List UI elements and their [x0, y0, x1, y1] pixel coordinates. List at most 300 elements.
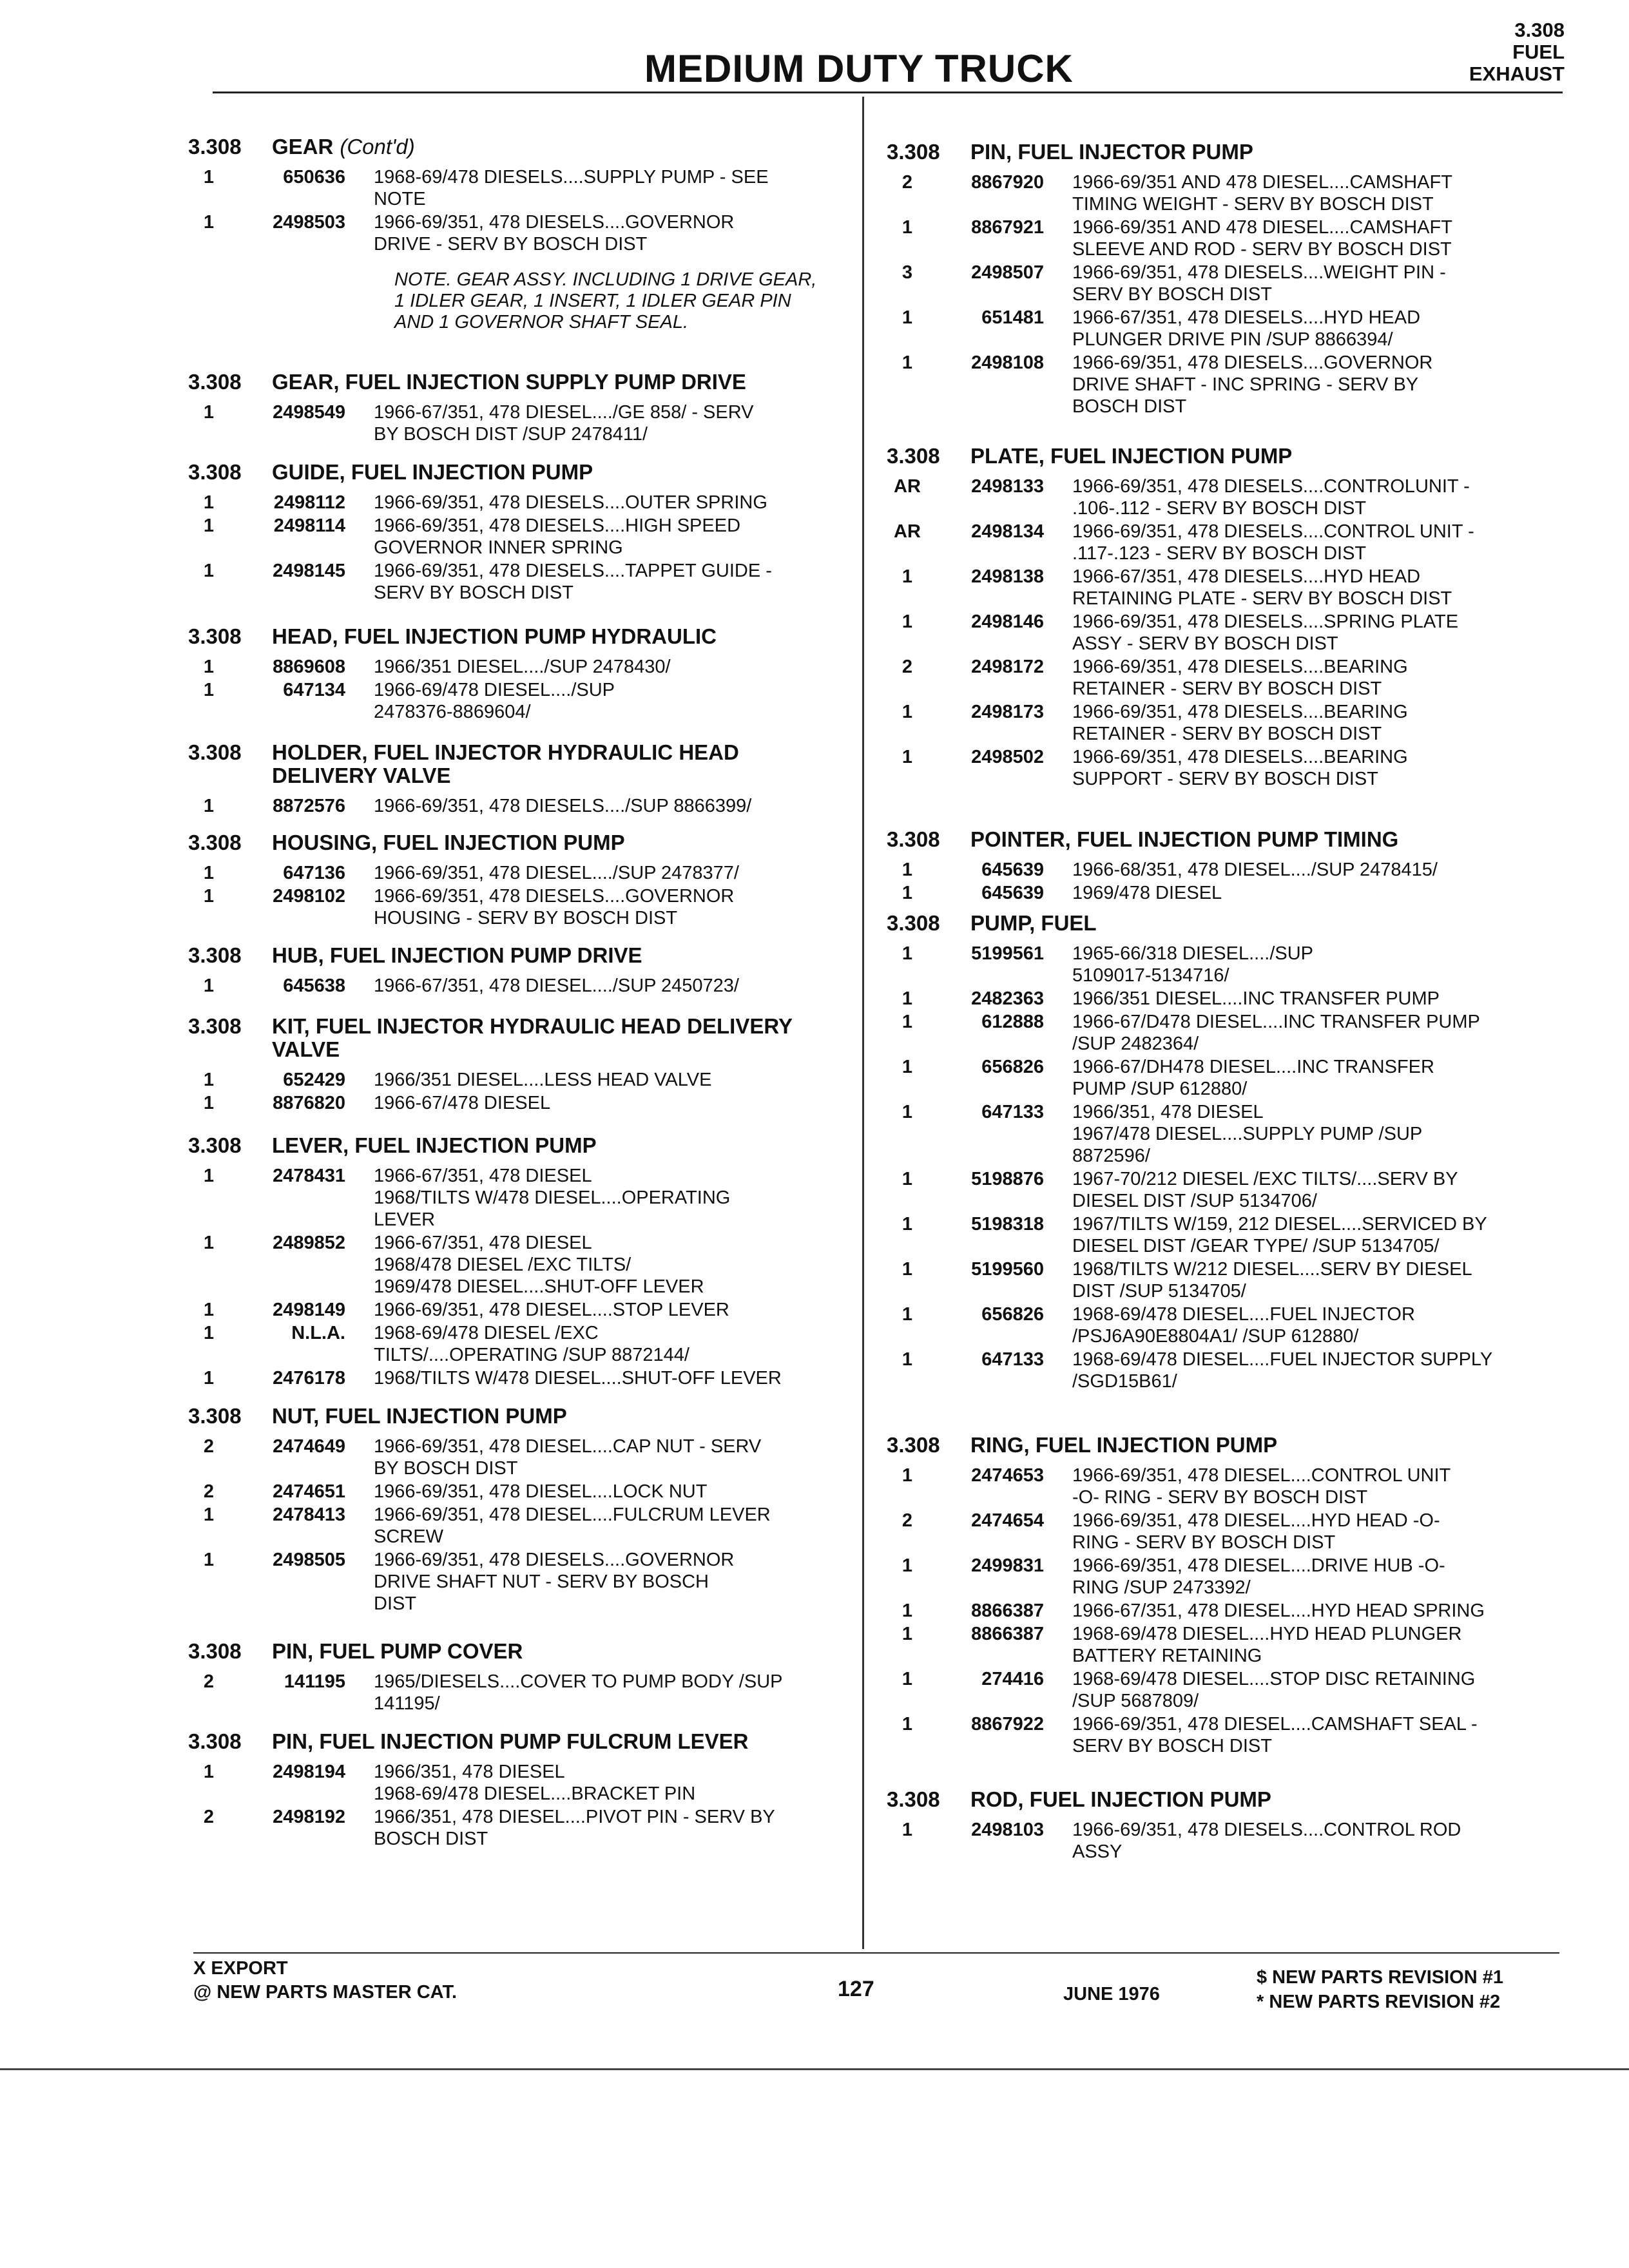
part-quantity: 1 [203, 863, 215, 883]
section [188, 741, 858, 818]
part-number: 5199561 [971, 943, 1044, 964]
part-quantity: 1 [203, 796, 215, 816]
part-number: 2499831 [971, 1555, 1044, 1576]
section-name [272, 1134, 858, 1157]
section-name-text: GUIDE, FUEL INJECTION PUMP [272, 460, 593, 484]
column-divider [862, 97, 864, 1949]
section-name [272, 1405, 858, 1428]
part-quantity: 1 [901, 702, 913, 722]
parts-list [188, 862, 858, 929]
section-name [272, 135, 858, 159]
part-quantity: 1 [901, 860, 913, 880]
part-quantity: 1 [901, 1012, 913, 1032]
part-row [188, 1299, 858, 1321]
part-number: 2474653 [971, 1465, 1044, 1486]
section-name [970, 1788, 1563, 1811]
part-description: 1966/351, 478 DIESEL 1968-69/478 DIESEL....BRACKET PIN [374, 1762, 696, 1804]
part-quantity: 1 [203, 1504, 215, 1525]
part-description: 1966/351 DIESEL....LESS HEAD VALVE [374, 1070, 712, 1090]
part-number: 651481 [981, 307, 1044, 328]
part-quantity: 1 [901, 566, 913, 587]
part-row [188, 560, 858, 604]
section [188, 461, 858, 605]
footer-rule [193, 1952, 1559, 1954]
part-row [887, 307, 1563, 351]
section-code-fuel: FUEL [1512, 41, 1565, 63]
part-row [887, 521, 1563, 564]
part-description: 1968-69/478 DIESEL....STOP DISC RETAINING /SUP 5687809/ [1072, 1669, 1476, 1711]
parts-list [887, 1819, 1563, 1863]
section-number: 3.308 [887, 1433, 940, 1457]
section-name-text: POINTER, FUEL INJECTION PUMP TIMING [970, 827, 1399, 851]
section-name [272, 944, 858, 967]
part-number: 8867921 [971, 217, 1044, 238]
section-heading [887, 1788, 1563, 1811]
part-description: 1966-69/351, 478 DIESEL....CAP NUT - SERV BY BOSCH DIST [374, 1436, 762, 1479]
part-quantity: 1 [901, 1465, 913, 1486]
footer-master-cat: @ NEW PARTS MASTER CAT. [193, 1982, 458, 2003]
section-number: 3.308 [887, 140, 940, 164]
part-row [887, 1600, 1563, 1622]
part-description: 1966-69/351, 478 DIESELS..../SUP 8866399/ [374, 796, 752, 816]
scan-edge-line [0, 2068, 1629, 2070]
section-name-text: PLATE, FUEL INJECTION PUMP [970, 444, 1293, 468]
section-name-text: PUMP, FUEL [970, 911, 1097, 935]
part-number: 5198318 [971, 1214, 1044, 1235]
part-quantity: 1 [203, 1550, 215, 1570]
part-row [188, 1761, 858, 1805]
part-description: 1966-69/351, 478 DIESELS....CONTROL UNIT - .117-.123 - SERV BY BOSCH DIST [1072, 521, 1474, 564]
part-row [887, 656, 1563, 700]
part-number: 8872576 [273, 796, 345, 816]
footer-revision-2: * NEW PARTS REVISION #2 [1257, 1992, 1501, 2012]
part-quantity: 1 [203, 1323, 215, 1343]
part-description: 1966-67/D478 DIESEL....INC TRANSFER PUMP /SUP 2482364/ [1072, 1012, 1480, 1054]
part-description: 1967/TILTS W/159, 212 DIESEL....SERVICED BY DIESEL DIST /GEAR TYPE/ /SUP 5134705/ [1072, 1214, 1487, 1256]
section-name [272, 1730, 858, 1753]
section-name-suffix: (Cont'd) [340, 135, 415, 159]
part-quantity: 1 [203, 492, 215, 513]
parts-list [887, 1465, 1563, 1757]
section-name-text: HUB, FUEL INJECTION PUMP DRIVE [272, 943, 642, 967]
part-row [887, 1168, 1563, 1212]
section-heading [188, 1405, 858, 1428]
section [188, 831, 858, 930]
section-number: 3.308 [188, 1404, 242, 1428]
section-heading [188, 1134, 858, 1157]
part-quantity: 1 [203, 680, 215, 700]
section-name [272, 1015, 858, 1061]
part-number: 2498173 [971, 702, 1044, 722]
part-quantity: 2 [901, 1510, 913, 1531]
part-description: 1966-67/351, 478 DIESELS....HYD HEAD RETAINING PLATE - SERV BY BOSCH DIST [1072, 566, 1452, 609]
part-quantity: 2 [203, 1807, 215, 1827]
parts-list [188, 1671, 858, 1715]
part-number: 2498145 [273, 561, 345, 581]
section [887, 1434, 1563, 1758]
section-name-text: PIN, FUEL INJECTION PUMP FULCRUM LEVER [272, 1729, 749, 1753]
part-number: 5199560 [971, 1259, 1044, 1280]
part-quantity: AR [894, 521, 921, 542]
part-description: 1966-67/351, 478 DIESEL..../SUP 2450723/ [374, 975, 739, 996]
part-number: 8867922 [971, 1714, 1044, 1735]
part-number: 656826 [981, 1304, 1044, 1325]
part-number: 8867920 [971, 172, 1044, 193]
parts-list [188, 492, 858, 604]
section [188, 1640, 858, 1716]
section-name [970, 1434, 1563, 1457]
part-row [188, 401, 858, 445]
part-quantity: 1 [901, 1600, 913, 1621]
section-name [272, 831, 858, 854]
part-number: 650636 [283, 167, 345, 187]
parts-list [887, 171, 1563, 418]
section-number: 3.308 [887, 1787, 940, 1811]
part-number: 652429 [283, 1070, 345, 1090]
part-quantity: 1 [901, 943, 913, 964]
section [188, 625, 858, 724]
part-quantity: 1 [901, 1169, 913, 1189]
section-number: 3.308 [887, 911, 940, 935]
section-heading [887, 140, 1563, 164]
part-row [188, 166, 858, 210]
section-name [970, 445, 1563, 468]
parts-list [887, 476, 1563, 790]
part-row [887, 1011, 1563, 1055]
part-number: 5198876 [971, 1169, 1044, 1189]
part-row [887, 1349, 1563, 1392]
part-row [887, 1623, 1563, 1667]
section-code-exhaust: EXHAUST [1469, 62, 1565, 85]
part-description: 1966/351, 478 DIESEL 1967/478 DIESEL....SUPPLY PUMP /SUP 8872596/ [1072, 1102, 1423, 1166]
part-description: 1966-69/351, 478 DIESELS....BEARING SUPPORT - SERV BY BOSCH DIST [1072, 747, 1408, 789]
part-number: 647133 [981, 1102, 1044, 1122]
section-note: NOTE. GEAR ASSY. INCLUDING 1 DRIVE GEAR, 1 IDLER GEAR, 1 INSERT, 1 IDLER GEAR PIN AND 1 GOVERNOR SHAFT SEAL. [394, 269, 817, 332]
footer-revision-1: $ NEW PARTS REVISION #1 [1257, 1967, 1503, 1988]
part-row [887, 1056, 1563, 1100]
part-number: 647136 [283, 863, 345, 883]
part-description: 1966-69/351, 478 DIESELS....OUTER SPRING [374, 492, 767, 513]
part-number: 8866387 [971, 1624, 1044, 1644]
section [887, 445, 1563, 791]
section-name-text: LEVER, FUEL INJECTION PUMP [272, 1133, 597, 1157]
part-quantity: 1 [901, 1102, 913, 1122]
part-quantity: 1 [901, 1714, 913, 1735]
part-number: 2478431 [273, 1166, 345, 1186]
part-description: 1966-69/351, 478 DIESELS....TAPPET GUIDE - SERV BY BOSCH DIST [374, 561, 772, 603]
part-number: 2474649 [273, 1436, 345, 1457]
part-description: 1967-70/212 DIESEL /EXC TILTS/....SERV BY DIESEL DIST /SUP 5134706/ [1072, 1169, 1458, 1211]
part-quantity: 3 [901, 262, 913, 283]
part-row [188, 1322, 858, 1366]
part-number: 2498549 [273, 402, 345, 423]
section-code-number: 3.308 [1514, 19, 1565, 41]
part-description: 1968-69/478 DIESEL /EXC TILTS/....OPERATING /SUP 8872144/ [374, 1323, 689, 1365]
part-number: 2498103 [971, 1820, 1044, 1840]
section [887, 828, 1563, 905]
part-description: 1968-69/478 DIESEL....HYD HEAD PLUNGER BATTERY RETAINING [1072, 1624, 1462, 1666]
section-heading [188, 1640, 858, 1663]
parts-list [188, 1436, 858, 1615]
part-row [887, 566, 1563, 610]
part-description: 1966-67/351, 478 DIESEL 1968/478 DIESEL /EXC TILTS/ 1969/478 DIESEL....SHUT-OFF LEVER [374, 1233, 704, 1297]
part-row [887, 1303, 1563, 1347]
part-description: 1968/TILTS W/478 DIESEL....SHUT-OFF LEVER [374, 1368, 782, 1389]
part-description: 1966-69/351, 478 DIESELS....BEARING RETAINER - SERV BY BOSCH DIST [1072, 702, 1408, 744]
section-heading [188, 135, 858, 159]
part-number: 2498108 [971, 352, 1044, 373]
part-number: 656826 [981, 1057, 1044, 1077]
part-quantity: 1 [203, 1762, 215, 1782]
parts-list [887, 943, 1563, 1392]
part-number: 2474651 [273, 1481, 345, 1502]
part-row [188, 1671, 858, 1715]
section-name-text: NUT, FUEL INJECTION PUMP [272, 1404, 567, 1428]
part-description: 1966-69/478 DIESEL..../SUP 2478376-8869604/ [374, 680, 615, 722]
section-number: 3.308 [188, 135, 242, 159]
part-description: 1966-69/351, 478 DIESELS....GOVERNOR HOUSING - SERV BY BOSCH DIST [374, 886, 735, 928]
part-description: 1966-69/351, 478 DIESELS....HIGH SPEED GOVERNOR INNER SPRING [374, 515, 741, 558]
part-quantity: 1 [203, 1070, 215, 1090]
section-heading [887, 828, 1563, 851]
part-description: 1966-68/351, 478 DIESEL..../SUP 2478415/ [1072, 860, 1438, 880]
part-row [188, 492, 858, 514]
section-number: 3.308 [188, 460, 242, 484]
part-number: 612888 [981, 1012, 1044, 1032]
section-name-text: PIN, FUEL INJECTOR PUMP [970, 140, 1253, 164]
part-quantity: 1 [901, 1304, 913, 1325]
part-row [887, 882, 1563, 904]
section-number: 3.308 [188, 370, 242, 394]
section-name [272, 741, 858, 787]
part-description: 1966-67/351, 478 DIESEL 1968/TILTS W/478 DIESEL....OPERATING LEVER [374, 1166, 731, 1230]
section-number: 3.308 [188, 1639, 242, 1663]
part-quantity: 2 [203, 1436, 215, 1457]
part-description: 1968-69/478 DIESEL....FUEL INJECTOR SUPPLY /SGD15B61/ [1072, 1349, 1493, 1392]
parts-list [188, 975, 858, 997]
part-number: 2498507 [971, 262, 1044, 283]
section [887, 1788, 1563, 1864]
section-name [970, 912, 1563, 935]
part-description: 1968-69/478 DIESELS....SUPPLY PUMP - SEE NOTE [374, 167, 769, 209]
section [188, 370, 858, 447]
part-row [887, 352, 1563, 418]
part-row [887, 988, 1563, 1010]
part-number: 2498149 [273, 1300, 345, 1320]
section-number: 3.308 [887, 827, 940, 851]
part-row [887, 943, 1563, 986]
part-description: 1966-69/351, 478 DIESELS....CONTROLUNIT - .106-.112 - SERV BY BOSCH DIST [1072, 476, 1470, 519]
section [188, 1015, 858, 1115]
part-number: 2498192 [273, 1807, 345, 1827]
section-name [272, 461, 858, 484]
parts-list [188, 166, 858, 255]
page-title: MEDIUM DUTY TRUCK [644, 47, 1074, 90]
part-quantity: 1 [901, 1555, 913, 1576]
part-description: 1966-69/351, 478 DIESELS....GOVERNOR DRIVE - SERV BY BOSCH DIST [374, 212, 735, 255]
part-row [188, 975, 858, 997]
parts-list [188, 1761, 858, 1850]
parts-list [188, 401, 858, 445]
section-code [1307, 19, 1565, 85]
part-number: N.L.A. [291, 1323, 345, 1343]
section-heading [887, 1434, 1563, 1457]
part-number: 274416 [981, 1669, 1044, 1689]
section-heading [188, 461, 858, 484]
parts-list [188, 656, 858, 723]
section [887, 140, 1563, 419]
part-quantity: 1 [901, 611, 913, 632]
part-row [887, 746, 1563, 790]
part-quantity: 2 [901, 172, 913, 193]
part-row [887, 611, 1563, 655]
parts-list [188, 1069, 858, 1114]
part-number: 645639 [981, 883, 1044, 903]
part-description: 1968-69/478 DIESEL....FUEL INJECTOR /PSJ6A90E8804A1/ /SUP 612880/ [1072, 1304, 1415, 1347]
part-row [188, 1549, 858, 1615]
part-row [188, 1481, 858, 1503]
part-description: 1966-69/351, 478 DIESELS....GOVERNOR DRIVE SHAFT - INC SPRING - SERV BY BOSCH DIST [1072, 352, 1433, 417]
part-row [188, 1367, 858, 1389]
part-row [188, 1436, 858, 1479]
part-row [188, 679, 858, 723]
section-name-text: PIN, FUEL PUMP COVER [272, 1639, 523, 1663]
part-number: 2498102 [273, 886, 345, 907]
part-description: 1968/TILTS W/212 DIESEL....SERV BY DIESEL DIST /SUP 5134705/ [1072, 1259, 1472, 1302]
section-name [272, 1640, 858, 1663]
part-row [188, 1092, 858, 1114]
part-quantity: 1 [901, 1214, 913, 1235]
part-number: 2498112 [273, 492, 345, 513]
section-name-text: KIT, FUEL INJECTOR HYDRAULIC HEAD DELIVERY VALVE [272, 1014, 793, 1061]
section-number: 3.308 [188, 1014, 242, 1038]
header-rule [213, 91, 1563, 93]
part-quantity: 1 [901, 217, 913, 238]
part-quantity: 1 [901, 883, 913, 903]
part-quantity: 2 [203, 1671, 215, 1692]
section-heading [188, 944, 858, 967]
part-number: 2498172 [971, 657, 1044, 677]
part-quantity: 1 [901, 988, 913, 1009]
section-number: 3.308 [188, 740, 242, 764]
page-number: 127 [838, 1977, 874, 2001]
part-quantity: 1 [203, 1093, 215, 1113]
section-name-text: GEAR [272, 135, 334, 159]
part-description: 1966-67/478 DIESEL [374, 1093, 551, 1113]
part-description: 1965-66/318 DIESEL..../SUP 5109017-5134716/ [1072, 943, 1313, 986]
part-description: 1966-67/351, 478 DIESEL....HYD HEAD SPRING [1072, 1600, 1485, 1621]
part-number: 2482363 [971, 988, 1044, 1009]
part-description: 1965/DIESELS....COVER TO PUMP BODY /SUP 141195/ [374, 1671, 783, 1714]
part-row [887, 1510, 1563, 1553]
part-description: 1966-69/351, 478 DIESEL....CAMSHAFT SEAL - SERV BY BOSCH DIST [1072, 1714, 1478, 1756]
part-description: 1966-69/351, 478 DIESEL....STOP LEVER [374, 1300, 729, 1320]
part-description: 1966-69/351, 478 DIESEL..../SUP 2478377/ [374, 863, 739, 883]
part-row [887, 1713, 1563, 1757]
section-heading [188, 831, 858, 854]
part-number: 645639 [981, 860, 1044, 880]
part-row [188, 862, 858, 884]
part-quantity: 1 [203, 1300, 215, 1320]
part-quantity: 1 [203, 167, 215, 187]
part-row [887, 1555, 1563, 1599]
part-row [887, 476, 1563, 519]
part-row [188, 1232, 858, 1298]
section-number: 3.308 [188, 943, 242, 967]
parts-list [188, 1165, 858, 1389]
part-quantity: 1 [203, 1368, 215, 1389]
part-number: 2474654 [971, 1510, 1044, 1531]
part-description: 1966-69/351, 478 DIESEL....HYD HEAD -O- RING - SERV BY BOSCH DIST [1072, 1510, 1440, 1553]
section-name-text: HOUSING, FUEL INJECTION PUMP [272, 831, 625, 854]
part-number: 2498502 [971, 747, 1044, 767]
part-row [887, 171, 1563, 215]
part-number: 2498194 [273, 1762, 345, 1782]
part-quantity: 1 [203, 657, 215, 677]
section-heading [188, 1730, 858, 1753]
part-quantity: 1 [203, 515, 215, 536]
section-number: 3.308 [188, 1133, 242, 1157]
part-description: 1966/351, 478 DIESEL....PIVOT PIN - SERV BY BOSCH DIST [374, 1807, 775, 1849]
part-row [887, 1819, 1563, 1863]
section [188, 944, 858, 998]
footer-export: X EXPORT [193, 1958, 288, 1979]
part-row [188, 795, 858, 817]
part-description: 1966-67/351, 478 DIESELS....HYD HEAD PLUNGER DRIVE PIN /SUP 8866394/ [1072, 307, 1421, 350]
part-quantity: 1 [901, 352, 913, 373]
part-description: 1966-69/351, 478 DIESELS....GOVERNOR DRIVE SHAFT NUT - SERV BY BOSCH DIST [374, 1550, 735, 1614]
part-row [188, 656, 858, 678]
section-heading [188, 625, 858, 648]
part-number: 2498146 [971, 611, 1044, 632]
part-quantity: 1 [901, 1057, 913, 1077]
section-name [970, 828, 1563, 851]
part-quantity: 1 [203, 886, 215, 907]
part-row [887, 1101, 1563, 1167]
part-description: 1966/351 DIESEL....INC TRANSFER PUMP [1072, 988, 1440, 1009]
part-description: 1966-69/351 AND 478 DIESEL....CAMSHAFT SLEEVE AND ROD - SERV BY BOSCH DIST [1072, 217, 1452, 260]
part-description: 1966-69/351, 478 DIESELS....BEARING RETAINER - SERV BY BOSCH DIST [1072, 657, 1408, 699]
part-row [887, 1668, 1563, 1712]
part-row [188, 211, 858, 255]
section-number: 3.308 [887, 444, 940, 468]
part-number: 141195 [284, 1671, 345, 1692]
part-quantity: 2 [901, 657, 913, 677]
section-name-text: ROD, FUEL INJECTION PUMP [970, 1787, 1271, 1811]
part-description: 1966/351 DIESEL..../SUP 2478430/ [374, 657, 671, 677]
section [188, 135, 858, 337]
part-row [887, 216, 1563, 260]
part-row [188, 1069, 858, 1091]
part-number: 2498114 [273, 515, 345, 536]
part-number: 2498134 [971, 521, 1044, 542]
part-number: 2498138 [971, 566, 1044, 587]
part-row [887, 1258, 1563, 1302]
section-name [970, 140, 1563, 164]
section-heading [188, 741, 858, 787]
part-quantity: AR [894, 476, 921, 497]
section-name-text: HEAD, FUEL INJECTION PUMP HYDRAULIC [272, 624, 717, 648]
part-quantity: 1 [901, 1624, 913, 1644]
part-description: 1966-69/351, 478 DIESELS....WEIGHT PIN - SERV BY BOSCH DIST [1072, 262, 1446, 305]
section-heading [887, 912, 1563, 935]
part-number: 2498503 [273, 212, 345, 233]
section-number: 3.308 [188, 831, 242, 854]
section [188, 1134, 858, 1390]
part-number: 2478413 [273, 1504, 345, 1525]
part-row [887, 859, 1563, 881]
part-row [188, 885, 858, 929]
